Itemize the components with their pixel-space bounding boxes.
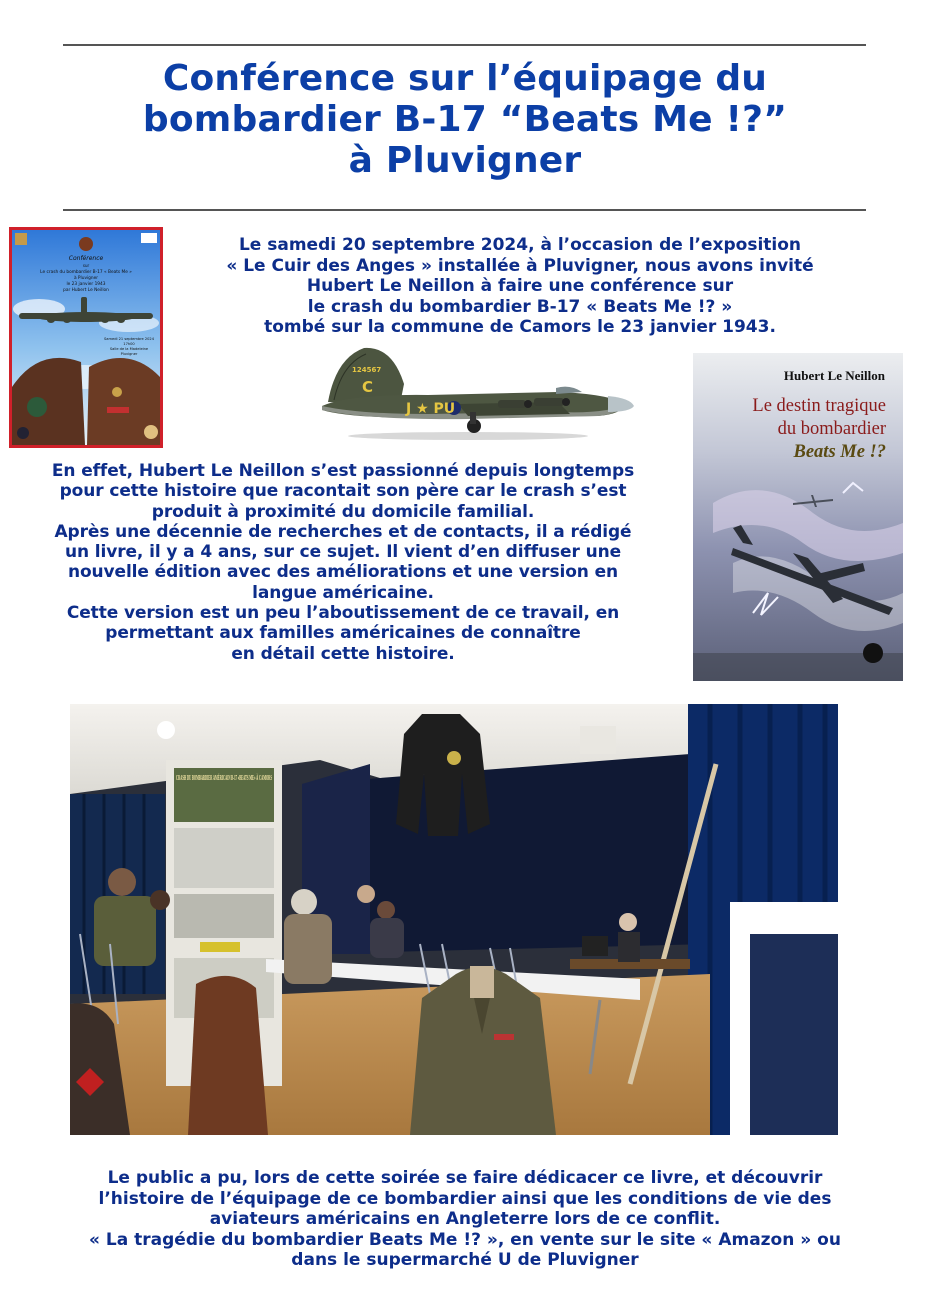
body-line: pour cette histoire que racontait son père car le crash s’est (59, 481, 627, 502)
body-line: Après une décennie de recherches et de contacts, il a rédigé (54, 521, 632, 542)
poster-line: Le crash du bombardier B-17 « Beats Me » (40, 270, 132, 275)
book-title-line: Le destin tragique (752, 396, 886, 416)
poster-date: Pluvigner (120, 352, 138, 356)
title-line: bombardier B-17 “Beats Me !?” (142, 99, 788, 140)
top-rule (63, 44, 866, 46)
book-title-line: Beats Me !? (793, 442, 886, 462)
body-line: Cette version est un peu l’aboutissement de ce travail, en (66, 603, 620, 624)
poster-header: Conférence (68, 255, 104, 262)
body-line: en détail cette histoire. (231, 643, 455, 664)
plane-serial: 124567 (352, 366, 382, 374)
poster-date: Samedi 21 septembre 2024 (104, 337, 154, 341)
poster-line: par Hubert Le Neillon (63, 288, 109, 293)
closing-line: « La tragédie du bombardier Beats Me !? », en vente sur le site « Amazon » ou (89, 1229, 841, 1250)
poster-line: à Pluvigner (73, 276, 99, 281)
body-line: produit à proximité du domicile familial. (151, 501, 535, 522)
page-title (60, 58, 870, 181)
closing-line: Le public a pu, lors de cette soirée se faire dédicacer ce livre, et découvrir (107, 1168, 823, 1188)
poster-date: 17h00 (123, 342, 135, 346)
closing-paragraph (20, 1168, 910, 1271)
book-author: Hubert Le Neillon (783, 368, 885, 383)
closing-line: dans le supermarché U de Pluvigner (291, 1250, 639, 1270)
intro-line: Hubert Le Neillon à faire une conférence sur (306, 276, 734, 296)
closing-line: l’histoire de l’équipage de ce bombardier ainsi que les conditions de vie des (98, 1188, 832, 1209)
body-line: langue américaine. (252, 582, 434, 603)
body-paragraph (12, 461, 674, 664)
b17-bomber-illustration (308, 340, 636, 442)
conference-poster (9, 227, 163, 448)
body-line: permettant aux familles américaines de connaître (105, 623, 581, 644)
plane-fuselage-code: J ★ PU (406, 401, 456, 417)
title-line: Conférence sur l’équipage du (162, 58, 768, 99)
body-line: En effet, Hubert Le Neillon s’est passionné depuis longtemps (51, 461, 635, 481)
intro-line: le crash du bombardier B-17 « Beats Me !? » (307, 296, 733, 317)
poster-line: le 23 janvier 1943 (66, 282, 106, 287)
body-line: un livre, il y a 4 ans, sur ce sujet. Il vient d’en diffuser une (64, 542, 622, 563)
body-line: nouvelle édition avec des améliorations et une version en (67, 562, 619, 583)
poster-date: Salle de la Madeleine (109, 347, 149, 351)
banner-title (176, 772, 272, 782)
closing-line: aviateurs américains en Angleterre lors de ce conflit. (209, 1209, 721, 1229)
intro-line: « Le Cuir des Anges » installée à Pluvigner, nous avons invité (226, 255, 814, 276)
intro-line: tombé sur la commune de Camors le 23 janvier 1943. (264, 317, 776, 337)
intro-line: Le samedi 20 septembre 2024, à l’occasion de l’exposition (238, 235, 802, 255)
book-cover (693, 353, 903, 681)
book-title-line: du bombardier (777, 419, 886, 439)
conference-hall-photo (70, 704, 838, 1135)
poster-sur: sur (82, 263, 90, 268)
title-bottom-rule (63, 209, 866, 211)
plane-tail-code: C (362, 378, 374, 396)
title-line: à Pluvigner (348, 140, 582, 181)
intro-paragraph (180, 235, 860, 338)
